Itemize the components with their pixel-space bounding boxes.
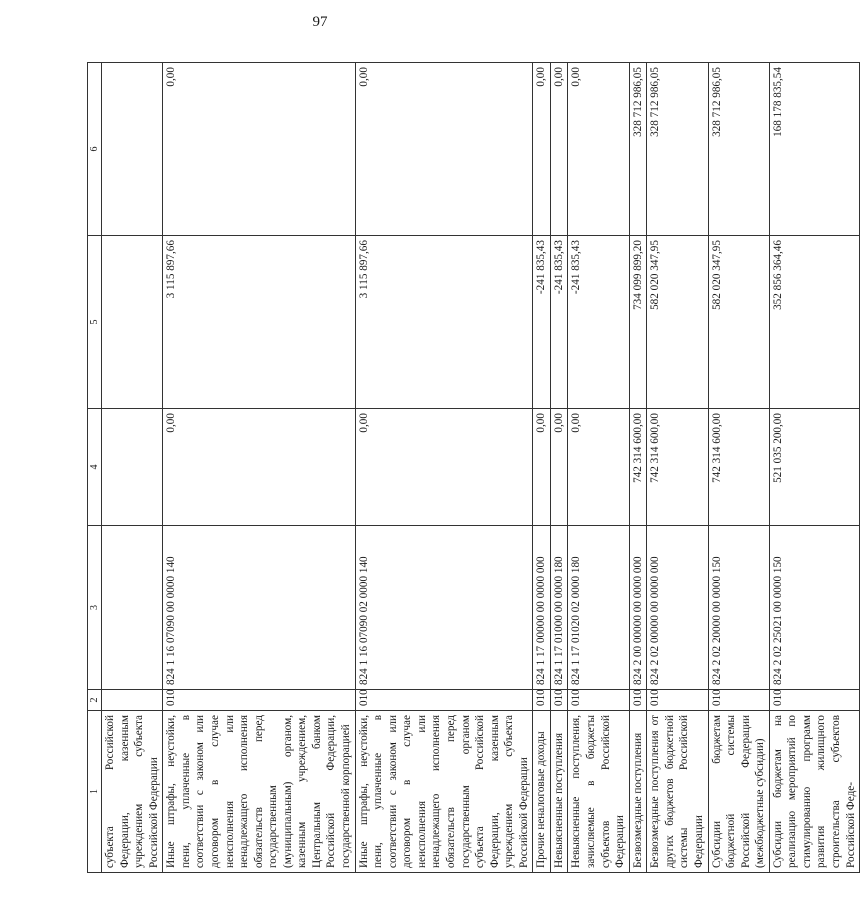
row-name: Безвозмездные поступления — [629, 711, 647, 873]
row-budget-code — [102, 526, 163, 690]
row-name: Прочие неналоговые доходы — [533, 711, 551, 873]
row-name: субъекта Российской Федерации, казенным учреждением субъекта Российской Федерации — [102, 711, 163, 873]
row-line-code: 010 — [629, 690, 647, 711]
row-budget-code: 824 2 02 25021 00 0000 150 — [769, 526, 859, 690]
row-unexecuted: 0,00 — [163, 63, 355, 236]
row-executed — [102, 236, 163, 409]
row-unexecuted: 328 712 986,05 — [708, 63, 769, 236]
row-budget-code: 824 1 17 01020 02 0000 180 — [568, 526, 629, 690]
row-line-code: 010 — [769, 690, 859, 711]
header-col-3: 3 — [88, 526, 102, 690]
row-budget-code: 824 1 17 01000 00 0000 180 — [550, 526, 568, 690]
row-budget-code: 824 2 02 00000 00 0000 000 — [647, 526, 708, 690]
page-number: 97 — [312, 14, 328, 30]
row-line-code: 010 — [550, 690, 568, 711]
row-executed: 582 020 347,95 — [647, 236, 708, 409]
row-name: Субсидии бюджетам бюджетной системы Российской Федерации (межбюджетные субсидии) — [708, 711, 769, 873]
header-col-5: 5 — [88, 236, 102, 409]
row-approved: 521 035 200,00 — [769, 409, 859, 526]
row-budget-code: 824 1 16 07090 02 0000 140 — [355, 526, 533, 690]
row-budget-code: 824 2 00 00000 00 0000 000 — [629, 526, 647, 690]
row-executed: -241 835,43 — [533, 236, 551, 409]
row-budget-code: 824 2 02 20000 00 0000 150 — [708, 526, 769, 690]
header-col-6: 6 — [88, 63, 102, 236]
row-executed: 3 115 897,66 — [355, 236, 533, 409]
table-row — [708, 63, 769, 873]
row-unexecuted: 328 712 986,05 — [647, 63, 708, 236]
row-name: Иные штрафы, неустойки, пени, уплаченные в соответствии с законом или договором в случае неисполнения или ненадлежащего исполнения обязательств перед государственным органом субъекта Российской Федерации, казенным учреждением субъекта Российской Федерации — [355, 711, 533, 873]
table-header-row — [88, 63, 102, 873]
row-approved — [102, 409, 163, 526]
row-unexecuted: 0,00 — [568, 63, 629, 236]
row-executed: 352 856 364,46 — [769, 236, 859, 409]
header-col-2: 2 — [88, 690, 102, 711]
rotated-table-area — [87, 63, 857, 873]
row-approved: 0,00 — [533, 409, 551, 526]
header-col-1: 1 — [88, 711, 102, 873]
row-name: Невыясненные поступления, зачисляемые в бюджеты субъектов Российской Федерации — [568, 711, 629, 873]
row-approved: 0,00 — [355, 409, 533, 526]
table-row — [769, 63, 859, 873]
table-row — [550, 63, 568, 873]
row-executed: 734 099 899,20 — [629, 236, 647, 409]
budget-revenue-table — [87, 62, 860, 873]
row-budget-code: 824 1 17 00000 00 0000 000 — [533, 526, 551, 690]
row-line-code: 010 — [568, 690, 629, 711]
row-line-code: 010 — [355, 690, 533, 711]
header-col-4: 4 — [88, 409, 102, 526]
row-approved: 742 314 600,00 — [629, 409, 647, 526]
row-unexecuted: 0,00 — [533, 63, 551, 236]
table-row — [568, 63, 629, 873]
row-unexecuted: 328 712 986,05 — [629, 63, 647, 236]
row-line-code: 010 — [647, 690, 708, 711]
row-name: Иные штрафы, неустойки, пени, уплаченные в соответствии с законом или договором в случае неисполнения или ненадлежащего исполнения обязательств перед государственным (муниципальным) органом, казенным учреждением, Центральным банком Российской Федерации, государственной корпорацией — [163, 711, 355, 873]
table-row — [163, 63, 355, 873]
row-line-code: 010 — [163, 690, 355, 711]
table-row — [102, 63, 163, 873]
row-name: Безвозмездные поступления от других бюджетов бюджетной системы Российской Федерации — [647, 711, 708, 873]
table-row — [355, 63, 533, 873]
table-row — [629, 63, 647, 873]
row-budget-code: 824 1 16 07090 00 0000 140 — [163, 526, 355, 690]
table-row — [647, 63, 708, 873]
row-name: Субсидии бюджетам на реализацию мероприятий по стимулированию программ развития жилищного строительства субъектов Российской Феде- — [769, 711, 859, 873]
row-line-code — [102, 690, 163, 711]
rotated-table-container — [87, 63, 857, 873]
table-row — [533, 63, 551, 873]
row-approved: 0,00 — [550, 409, 568, 526]
row-executed: 582 020 347,95 — [708, 236, 769, 409]
row-executed: -241 835,43 — [568, 236, 629, 409]
row-unexecuted: 0,00 — [550, 63, 568, 236]
row-unexecuted: 168 178 835,54 — [769, 63, 859, 236]
row-approved: 0,00 — [568, 409, 629, 526]
row-line-code: 010 — [708, 690, 769, 711]
row-approved: 742 314 600,00 — [708, 409, 769, 526]
row-executed: -241 835,43 — [550, 236, 568, 409]
row-name: Невыясненные поступления — [550, 711, 568, 873]
row-approved: 0,00 — [163, 409, 355, 526]
row-approved: 742 314 600,00 — [647, 409, 708, 526]
row-unexecuted — [102, 63, 163, 236]
row-unexecuted: 0,00 — [355, 63, 533, 236]
row-line-code: 010 — [533, 690, 551, 711]
row-executed: 3 115 897,66 — [163, 236, 355, 409]
